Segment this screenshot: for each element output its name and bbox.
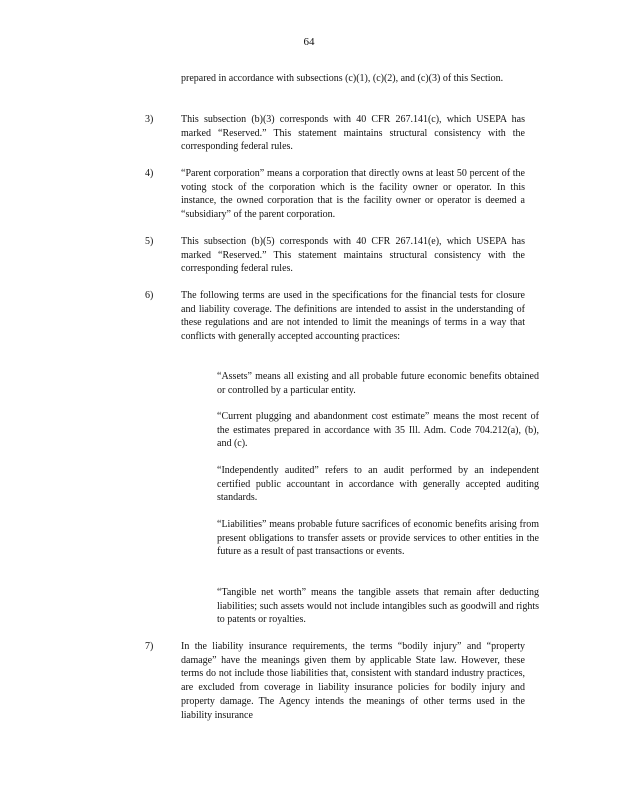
item-text-3: This subsection (b)(3) corresponds with 40 CFR 267.141(c), which USEPA has marked “Reserved.” This statement maintains structural consistency with the corresponding federal rules. [181,114,525,153]
item-text-7: In the liability insurance requirements, the terms “bodily injury” and “property damage” have the meanings given them by applicable State law. However, these terms do not include those liabilities that, consistent with standard industry practices, are excluded from coverage in liability insurance policies for bodily injury and property damage. The Agency intends the meanings of other terms used in the liability insurance [181,641,525,721]
item-number-3: 3) [145,114,154,125]
item-text-4: “Parent corporation” means a corporation that directly owns at least 50 percent of the voting stock of the corporation which is the facility owner or operator. In this instance, the owned corporation that is the facility owner or operator is deemed a “subsidiary” of the parent corporation. [181,168,525,221]
page-number: 64 [303,36,315,48]
item-number-6: 6) [145,290,154,301]
item-number-5: 5) [145,236,154,247]
definition-liabilities: “Liabilities” means probable future sacrifices of economic benefits arising from present obligations to transfer assets or provide services to other entities in the future as a result of past transactions or events. [217,519,539,558]
definition-assets: “Assets” means all existing and all probable future economic benefits obtained or controlled by a particular entity. [217,371,539,396]
continuation-paragraph: prepared in accordance with subsections (c)(1), (c)(2), and (c)(3) of this Section. [181,73,504,84]
definition-independently-audited: “Independently audited” refers to an audit performed by an independent certified public accountant in accordance with generally accepted auditing standards. [217,465,539,504]
item-number-7: 7) [145,641,154,652]
definition-current-plugging: “Current plugging and abandonment cost estimate” means the most recent of the estimates prepared in accordance with 35 Ill. Adm. Code 704.212(a), (b), and (c). [217,411,539,450]
item-text-6: The following terms are used in the specifications for the financial tests for closure and liability coverage. The definitions are intended to assist in the understanding of these regulations and are not intended to limit the meanings of terms in a way that conflicts with generally accepted accounting practices: [181,290,525,343]
item-number-4: 4) [145,168,154,179]
item-text-5: This subsection (b)(5) corresponds with 40 CFR 267.141(e), which USEPA has marked “Reserved.” This statement maintains structural consistency with the corresponding federal rules. [181,236,525,275]
definition-tangible-net-worth: “Tangible net worth” means the tangible assets that remain after deducting liabilities; such assets would not include intangibles such as goodwill and rights to patents or royalties. [217,587,539,626]
